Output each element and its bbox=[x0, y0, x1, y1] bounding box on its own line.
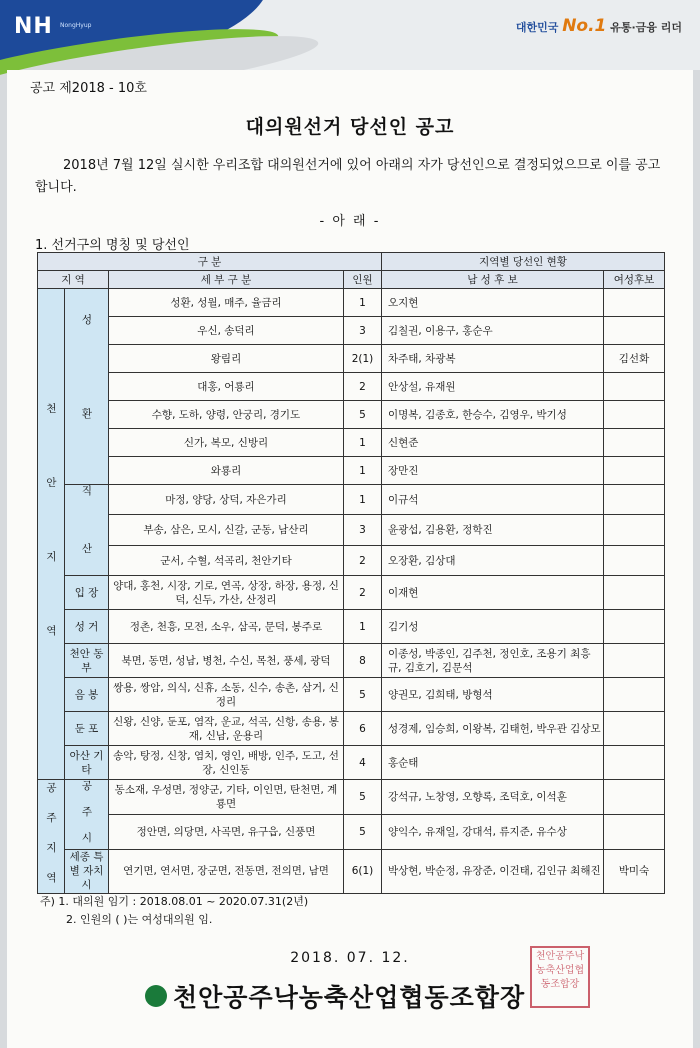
male-cell: 강석규, 노창영, 오향록, 조덕호, 이석훈 bbox=[382, 780, 604, 815]
below-marker: - 아 래 - bbox=[319, 214, 381, 229]
detail-cell: 북면, 동면, 성남, 병천, 수신, 목천, 풍세, 광덕 bbox=[109, 644, 344, 678]
section-heading: 1. 선거구의 명칭 및 당선인 bbox=[35, 238, 190, 253]
table-row bbox=[38, 814, 665, 849]
detail-cell: 부송, 삼은, 모시, 신갈, 군동, 남산리 bbox=[109, 515, 344, 545]
female-cell bbox=[604, 678, 665, 712]
footnote-2: 2. 인원의 ( )는 여성대의원 임. bbox=[66, 913, 213, 926]
subgroup-asan-gita: 아산 기타 bbox=[65, 746, 109, 780]
footnote-1: 주) 1. 대의원 임기 : 2018.08.01 ~ 2020.07.31(2년) bbox=[40, 895, 309, 908]
male-cell: 차주태, 차광복 bbox=[382, 345, 604, 373]
table-row bbox=[38, 545, 665, 575]
col-female: 여성후보 bbox=[604, 271, 665, 289]
male-cell: 양익수, 유재일, 강대석, 류지준, 유수상 bbox=[382, 814, 604, 849]
male-cell: 장만진 bbox=[382, 457, 604, 485]
notice-number: 공고 제2018 - 10호 bbox=[30, 81, 147, 96]
detail-cell: 우신, 송덕리 bbox=[109, 317, 344, 345]
male-cell: 홍순태 bbox=[382, 746, 604, 780]
detail-cell: 정안면, 의당면, 사곡면, 유구읍, 신풍면 bbox=[109, 814, 344, 849]
count-cell: 1 bbox=[344, 610, 382, 644]
cooperative-logo-icon bbox=[145, 985, 167, 1007]
table-row bbox=[38, 712, 665, 746]
female-cell bbox=[604, 644, 665, 678]
female-cell bbox=[604, 814, 665, 849]
table-row bbox=[38, 849, 665, 893]
detail-cell: 와룡리 bbox=[109, 457, 344, 485]
region-gongju: 공 주 지 역 bbox=[38, 780, 65, 893]
female-cell bbox=[604, 401, 665, 429]
intro-paragraph: 2018년 7월 12일 실시한 우리조합 대의원선거에 있어 아래의 자가 당선인으로 결정되었으므로 이를 공고합니다. bbox=[35, 158, 661, 195]
detail-cell: 신가, 복모, 신방리 bbox=[109, 429, 344, 457]
table-row bbox=[38, 780, 665, 815]
table-row bbox=[38, 746, 665, 780]
count-cell: 5 bbox=[344, 780, 382, 815]
slogan-suffix: 유통·금융 리더 bbox=[610, 21, 682, 34]
female-cell bbox=[604, 429, 665, 457]
detail-cell: 양대, 홍천, 시장, 기로, 연곡, 상장, 하장, 용정, 신덕, 신두, 가산, 산정리 bbox=[109, 576, 344, 610]
table-row bbox=[38, 317, 665, 345]
detail-cell: 동소재, 우성면, 정양군, 기타, 이인면, 탄천면, 계룡면 bbox=[109, 780, 344, 815]
female-cell: 김선화 bbox=[604, 345, 665, 373]
table-row bbox=[38, 644, 665, 678]
nh-logo: NH bbox=[14, 14, 53, 39]
detail-cell: 신왕, 신양, 둔포, 염작, 운교, 석곡, 신항, 송용, 봉재, 신남, 운용리 bbox=[109, 712, 344, 746]
table-row bbox=[38, 678, 665, 712]
table-row bbox=[38, 457, 665, 485]
count-cell: 6(1) bbox=[344, 849, 382, 893]
table-row bbox=[38, 485, 665, 515]
col-detail: 세 부 구 분 bbox=[109, 271, 344, 289]
female-cell bbox=[604, 712, 665, 746]
slogan-no1: No.1 bbox=[562, 16, 607, 36]
female-cell bbox=[604, 317, 665, 345]
female-cell bbox=[604, 610, 665, 644]
subgroup-eumbong: 음 봉 bbox=[65, 678, 109, 712]
female-cell bbox=[604, 485, 665, 515]
count-cell: 1 bbox=[344, 457, 382, 485]
subgroup-sejong: 세종 특별 자치시 bbox=[65, 849, 109, 893]
count-cell: 2 bbox=[344, 576, 382, 610]
header-banner bbox=[0, 0, 700, 70]
count-cell: 5 bbox=[344, 814, 382, 849]
count-cell: 3 bbox=[344, 317, 382, 345]
subgroup-cheonan-dongbu: 천안 동부 bbox=[65, 644, 109, 678]
count-cell: 3 bbox=[344, 515, 382, 545]
official-seal bbox=[530, 946, 590, 1008]
col-region: 지 역 bbox=[38, 271, 109, 289]
footnotes bbox=[40, 893, 308, 929]
male-cell: 이명복, 김종호, 한승수, 김영우, 박기성 bbox=[382, 401, 604, 429]
count-cell: 6 bbox=[344, 712, 382, 746]
count-cell: 5 bbox=[344, 401, 382, 429]
female-cell bbox=[604, 780, 665, 815]
nh-logo-sub: NongHyup bbox=[60, 22, 92, 29]
notice-date: 2018. 07. 12. bbox=[290, 950, 410, 966]
page-title: 대의원선거 당선인 공고 bbox=[245, 116, 455, 138]
female-cell bbox=[604, 457, 665, 485]
male-cell: 이규석 bbox=[382, 485, 604, 515]
female-cell bbox=[604, 746, 665, 780]
detail-cell: 송악, 탕정, 신창, 염치, 영인, 배방, 인주, 도고, 선장, 신인동 bbox=[109, 746, 344, 780]
table-row bbox=[38, 345, 665, 373]
count-cell: 2(1) bbox=[344, 345, 382, 373]
slogan-prefix: 대한민국 bbox=[515, 21, 559, 34]
male-cell: 양권모, 김희태, 방형석 bbox=[382, 678, 604, 712]
table-row bbox=[38, 289, 665, 317]
col-male: 남 성 후 보 bbox=[382, 271, 604, 289]
count-cell: 1 bbox=[344, 485, 382, 515]
subgroup-jiksan: 직 산 bbox=[65, 485, 109, 576]
male-cell: 오지현 bbox=[382, 289, 604, 317]
subgroup-seonggeo: 성 거 bbox=[65, 610, 109, 644]
detail-cell: 연기면, 연서면, 장군면, 전동면, 전의면, 남면 bbox=[109, 849, 344, 893]
count-cell: 4 bbox=[344, 746, 382, 780]
female-cell bbox=[604, 576, 665, 610]
male-cell: 박상현, 박순정, 유장준, 이건태, 김인규 최해진 bbox=[382, 849, 604, 893]
female-cell bbox=[604, 545, 665, 575]
subgroup-seonghwan: 성 환 bbox=[65, 289, 109, 485]
results-table bbox=[37, 252, 665, 894]
male-cell: 윤광섭, 김용환, 정학진 bbox=[382, 515, 604, 545]
subgroup-dunpo: 둔 포 bbox=[65, 712, 109, 746]
female-cell bbox=[604, 515, 665, 545]
col-count: 인원 bbox=[344, 271, 382, 289]
region-cheonan: 천 안 지 역 bbox=[38, 289, 65, 780]
seal-text: 천안공주낙농축산업협동조합장 bbox=[535, 951, 585, 990]
male-cell: 안상설, 유재원 bbox=[382, 373, 604, 401]
male-cell: 김기성 bbox=[382, 610, 604, 644]
female-cell bbox=[604, 373, 665, 401]
subgroup-gongju-si: 공 주 시 bbox=[65, 780, 109, 849]
detail-cell: 군서, 수혈, 석곡리, 천안기타 bbox=[109, 545, 344, 575]
male-cell: 성경제, 임승희, 이왕복, 김태헌, 박우관 김상모 bbox=[382, 712, 604, 746]
detail-cell: 왕림리 bbox=[109, 345, 344, 373]
group-header-right: 지역별 당선인 현황 bbox=[382, 253, 665, 271]
female-cell bbox=[604, 289, 665, 317]
male-cell: 이재현 bbox=[382, 576, 604, 610]
group-header-left: 구 분 bbox=[38, 253, 382, 271]
table-row bbox=[38, 429, 665, 457]
count-cell: 2 bbox=[344, 545, 382, 575]
slogan bbox=[516, 16, 682, 36]
table-row bbox=[38, 401, 665, 429]
male-cell: 오장환, 김상대 bbox=[382, 545, 604, 575]
count-cell: 5 bbox=[344, 678, 382, 712]
male-cell: 김칠권, 이용구, 홍순우 bbox=[382, 317, 604, 345]
male-cell: 신현준 bbox=[382, 429, 604, 457]
male-cell: 이종성, 박종인, 김주천, 정인호, 조용기 최흥규, 김호기, 김문석 bbox=[382, 644, 604, 678]
detail-cell: 쌍용, 쌍암, 의식, 신휴, 소동, 신수, 송촌, 삼거, 신정리 bbox=[109, 678, 344, 712]
detail-cell: 정촌, 천흥, 모전, 소우, 삼곡, 문덕, 봉주로 bbox=[109, 610, 344, 644]
count-cell: 1 bbox=[344, 289, 382, 317]
subgroup-ipjang: 입 장 bbox=[65, 576, 109, 610]
table-row bbox=[38, 515, 665, 545]
count-cell: 8 bbox=[344, 644, 382, 678]
detail-cell: 대홍, 어룡리 bbox=[109, 373, 344, 401]
organization-label: 천안공주낙농축산업협동조합장 bbox=[173, 983, 526, 1012]
table-row bbox=[38, 576, 665, 610]
table-row bbox=[38, 610, 665, 644]
female-cell: 박미숙 bbox=[604, 849, 665, 893]
detail-cell: 수향, 도하, 양령, 안궁리, 경기도 bbox=[109, 401, 344, 429]
count-cell: 1 bbox=[344, 429, 382, 457]
detail-cell: 성환, 성월, 매주, 율금리 bbox=[109, 289, 344, 317]
detail-cell: 마정, 양당, 상덕, 자은가리 bbox=[109, 485, 344, 515]
organization-name bbox=[145, 978, 525, 1014]
count-cell: 2 bbox=[344, 373, 382, 401]
table-row bbox=[38, 373, 665, 401]
